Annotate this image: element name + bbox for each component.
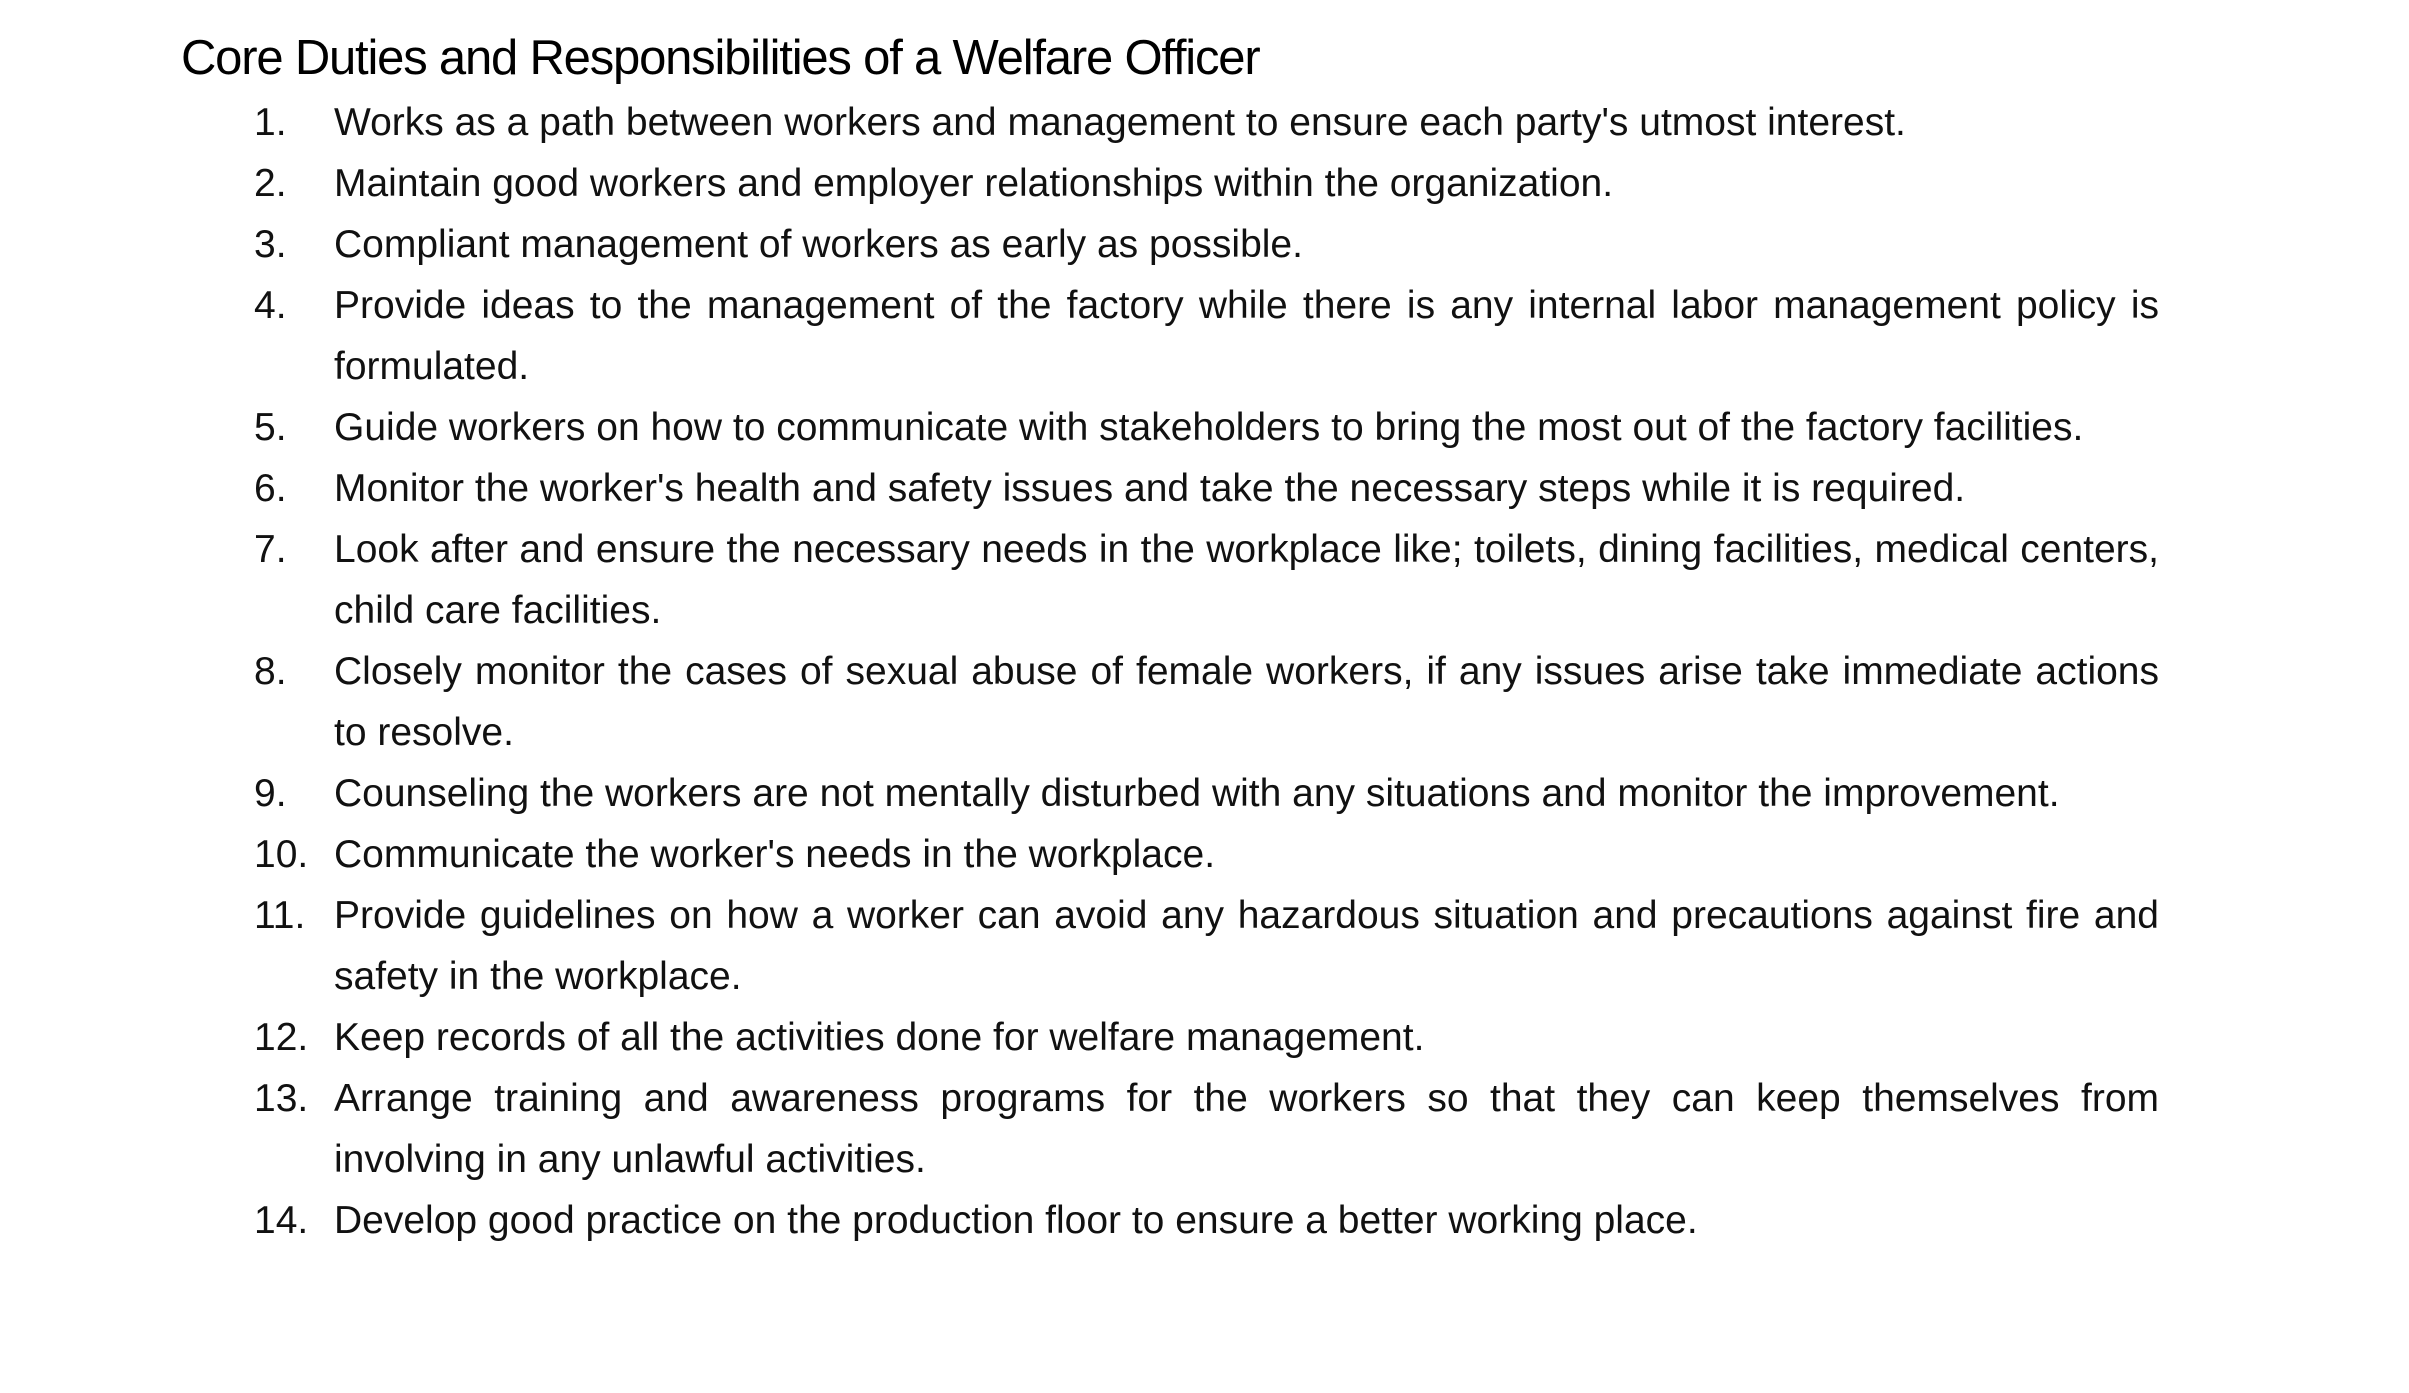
item-number: 4.: [254, 284, 287, 327]
item-number: 12.: [254, 1016, 309, 1059]
item-text: Guide workers on how to communicate with stakeholders to bring the most out of the factory facilities.: [334, 406, 2084, 449]
item-number: 13.: [254, 1077, 309, 1120]
item-text: Monitor the worker's health and safety issues and take the necessary steps while it is required.: [334, 467, 1966, 510]
list-item: [254, 519, 2159, 641]
item-text: Keep records of all the activities done for welfare management.: [334, 1016, 1425, 1059]
list-item: [254, 885, 2159, 1007]
item-text: Works as a path between workers and management to ensure each party's utmost interest.: [334, 101, 1906, 144]
item-text: Maintain good workers and employer relationships within the organization.: [334, 162, 1614, 205]
item-number: 6.: [254, 467, 287, 510]
item-number: 1.: [254, 101, 287, 144]
list-item: [254, 153, 2159, 214]
item-text: Arrange training and awareness programs for the workers so that they can keep themselves from involving in any unlawful activities.: [334, 1077, 2159, 1181]
item-number: 7.: [254, 528, 287, 571]
list-item: [254, 641, 2159, 763]
item-number: 14.: [254, 1199, 309, 1242]
list-item: [254, 92, 2159, 153]
list-item: [254, 824, 2159, 885]
list-item: [254, 1068, 2159, 1190]
item-text: Counseling the workers are not mentally disturbed with any situations and monitor the improvement.: [334, 772, 2060, 815]
item-number: 9.: [254, 772, 287, 815]
list-item: [254, 763, 2159, 824]
item-text: Closely monitor the cases of sexual abuse of female workers, if any issues arise take immediate actions to resolve.: [334, 650, 2159, 754]
list-item: [254, 214, 2159, 275]
item-text: Communicate the worker's needs in the workplace.: [334, 833, 1216, 876]
item-text: Compliant management of workers as early as possible.: [334, 223, 1303, 266]
item-number: 8.: [254, 650, 287, 693]
item-text: Provide guidelines on how a worker can avoid any hazardous situation and precautions against fire and safety in the workplace.: [334, 894, 2159, 998]
list-item: [254, 1007, 2159, 1068]
document-title: Core Duties and Responsibilities of a Welfare Officer: [181, 31, 1260, 85]
list-item: [254, 397, 2159, 458]
item-number: 5.: [254, 406, 287, 449]
item-text: Provide ideas to the management of the factory while there is any internal labor management policy is formulated.: [334, 284, 2159, 388]
item-number: 10.: [254, 833, 309, 876]
item-text: Develop good practice on the production floor to ensure a better working place.: [334, 1199, 1698, 1242]
item-number: 11.: [254, 894, 306, 937]
item-number: 3.: [254, 223, 287, 266]
duties-list: [254, 92, 2159, 1251]
list-item: [254, 275, 2159, 397]
item-text: Look after and ensure the necessary needs in the workplace like; toilets, dining facilities, medical centers, child care facilities.: [334, 528, 2159, 632]
item-number: 2.: [254, 162, 287, 205]
list-item: [254, 458, 2159, 519]
list-item: [254, 1190, 2159, 1251]
